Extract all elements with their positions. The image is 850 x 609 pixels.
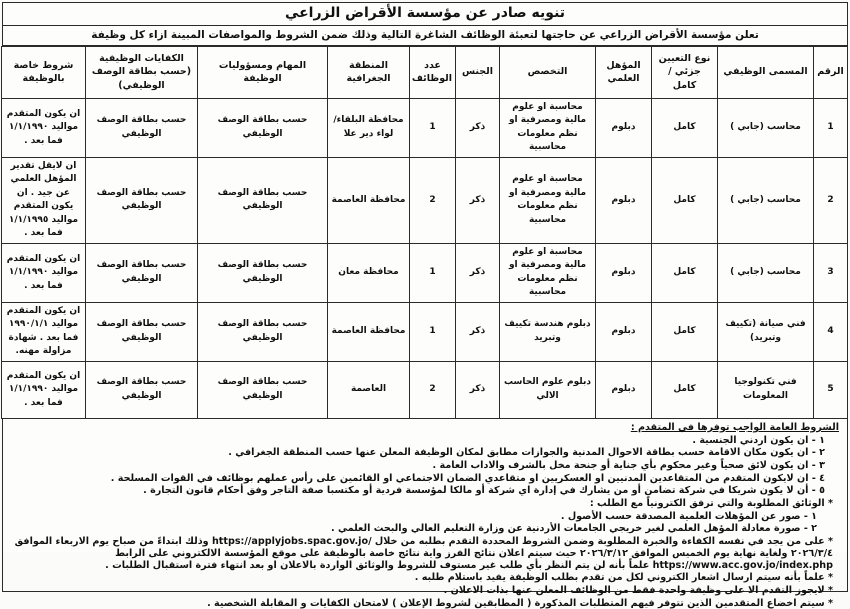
- column-header-region: المنطقة الجغرافية: [328, 46, 410, 98]
- cell-gender: ذكر: [456, 157, 500, 243]
- footer-line: ٢ - ان يكون مكان الاقامة حسب بطاقة الاحوال المدنية والجوازات مطابق لمكان الوظيفة المعلن عنها حسب المنطقة الجغرافي .: [228, 447, 825, 459]
- cell-appointment-type: كامل: [652, 157, 718, 243]
- footer-line-application-period: * على من يجد في نفسه الكفاءة والخبرة المطلوبة وضمن الشروط المحددة التقدم بطلبه من خلال /https://applyjobs.spac.gov.jo وذلك ابتداءً من صباح يوم الاربعاء الموافق ٢٠٢٦/٣/٤ ولغاية نهاية يوم الخميس الموافق ٢٠٢٦/٣/١٢ حيث سيتم اعلان نتائج الفرز واية نتائج خاصة بالوظيفة على موقع المؤسسة الالكتروني على الرابط https://www.acc.gov.jo/index.php علماً بأنه لن يتم النظر بأي طلب غير مستوف للشروط والوثائق الواردة بالاعلان او بعد انتهاء فترة استقبال الطلبات .: [14, 536, 833, 571]
- table-row: [2, 302, 848, 361]
- cell-specialization: محاسبة او علوم مالية ومصرفية او نظم معلومات محاسبية: [500, 157, 596, 243]
- cell-qualification: دبلوم: [596, 243, 652, 302]
- table-row: [2, 157, 848, 243]
- cell-positions-count: 2: [410, 361, 456, 418]
- cell-number: 4: [814, 302, 848, 361]
- cell-special-conditions: ان يكون المتقدم مواليد ١/١/١٩٩٠ فما بعد .: [2, 361, 86, 418]
- cell-specialization: دبلوم علوم الحاسب الالي: [500, 361, 596, 418]
- cell-qualification: دبلوم: [596, 98, 652, 157]
- column-header-qualification: المؤهل العلمي: [596, 46, 652, 98]
- cell-special-conditions: ان يكون المتقدم مواليد ١/١/١٩٩٠ فما بعد .: [2, 243, 86, 302]
- cell-number: 5: [814, 361, 848, 418]
- table-row: [2, 98, 848, 157]
- column-header-special-conditions: شروط خاصة بالوظيفة: [2, 46, 86, 98]
- cell-appointment-type: كامل: [652, 243, 718, 302]
- cell-specialization: محاسبة او علوم مالية ومصرفية او نظم معلومات محاسبية: [500, 243, 596, 302]
- table-header-row: [2, 46, 848, 98]
- cell-number: 2: [814, 157, 848, 243]
- cell-special-conditions: ان يكون المتقدم مواليد ١٩٩٠/١/١ فما بعد . شهادة مزاولة مهنه.: [2, 302, 86, 361]
- cell-positions-count: 1: [410, 302, 456, 361]
- cell-qualification: دبلوم: [596, 157, 652, 243]
- cell-duties: حسب بطاقة الوصف الوظيفي: [198, 302, 328, 361]
- general-conditions-heading: الشروط العامة الواجب توفرها في المتقدم :: [630, 421, 839, 433]
- cell-competencies: حسب بطاقة الوصف الوظيفي: [86, 302, 198, 361]
- cell-appointment-type: كامل: [652, 361, 718, 418]
- cell-appointment-type: كامل: [652, 302, 718, 361]
- column-header-gender: الجنس: [456, 46, 500, 98]
- cell-gender: ذكر: [456, 98, 500, 157]
- cell-qualification: دبلوم: [596, 361, 652, 418]
- cell-job-title: فني تكنولوجيا المعلومات: [718, 361, 814, 418]
- cell-positions-count: 1: [410, 98, 456, 157]
- cell-region: محافظة العاصمة: [328, 157, 410, 243]
- page-title: تنويه صادر عن مؤسسة الأقراض الزراعي: [2, 2, 848, 26]
- column-header-job-title: المسمى الوظيفي: [718, 46, 814, 98]
- cell-gender: ذكر: [456, 243, 500, 302]
- column-header-positions-count: عدد الوظائف: [410, 46, 456, 98]
- cell-competencies: حسب بطاقة الوصف الوظيفي: [86, 157, 198, 243]
- column-header-competencies: الكفايات الوظيفية (حسب بطاقة الوصف الوظيفي): [86, 46, 198, 98]
- cell-duties: حسب بطاقة الوصف الوظيفي: [198, 243, 328, 302]
- footer-line: ٥ - أن لا يكون شريكا في شركة تضامن أو من يشارك في إدارة اي شركة أو مالكا لمؤسسة فردية أو مكتسبا صفة التاجر وفق أحكام قانون التجارة .: [143, 485, 825, 497]
- footer-line: ٢ - صورة معادلة المؤهل العلمي لغير خريجي الجامعات الأردنية عن وزارة التعليم العالي والبحث العلمي .: [331, 523, 817, 535]
- vacancies-table: [1, 46, 848, 419]
- cell-job-title: محاسب (جابي ): [718, 157, 814, 243]
- footer-line: * علماً بأنه سيتم ارسال اشعار الكتروني لكل من تقدم بطلب الوظيفة يفيد باستلام طلبه .: [414, 572, 833, 584]
- cell-specialization: دبلوم هندسة تكييف وتبريد: [500, 302, 596, 361]
- cell-region: محافظة البلقاء/ لواء دير علا: [328, 98, 410, 157]
- cell-competencies: حسب بطاقة الوصف الوظيفي: [86, 243, 198, 302]
- cell-gender: ذكر: [456, 302, 500, 361]
- cell-competencies: حسب بطاقة الوصف الوظيفي: [86, 98, 198, 157]
- cell-job-title: محاسب (جابي ): [718, 98, 814, 157]
- cell-appointment-type: كامل: [652, 98, 718, 157]
- cell-positions-count: 1: [410, 243, 456, 302]
- cell-job-title: محاسب (جابي ): [718, 243, 814, 302]
- cell-region: محافظة معان: [328, 243, 410, 302]
- cell-duties: حسب بطاقة الوصف الوظيفي: [198, 157, 328, 243]
- cell-special-conditions: ان يكون المتقدم مواليد ١/١/١٩٩٠ فما بعد .: [2, 98, 86, 157]
- cell-competencies: حسب بطاقة الوصف الوظيفي: [86, 361, 198, 418]
- cell-special-conditions: ان لايقل تقدير المؤهل العلمي عن جيد . ان يكون المتقدم مواليد ١/١/١٩٩٥ فما بعد .: [2, 157, 86, 243]
- cell-positions-count: 2: [410, 157, 456, 243]
- cell-gender: ذكر: [456, 361, 500, 418]
- column-header-specialization: التخصص: [500, 46, 596, 98]
- cell-job-title: فني صيانة (تكييف وتبريد): [718, 302, 814, 361]
- page-subtitle: تعلن مؤسسة الأقراض الزراعي عن حاجتها لتعبئة الوظائف الشاغرة التالية وذلك ضمن الشروط والمواصفات المبينة ازاء كل وظيفة: [2, 26, 848, 46]
- cell-region: العاصمة: [328, 361, 410, 418]
- cell-duties: حسب بطاقة الوصف الوظيفي: [198, 361, 328, 418]
- footer-line: ١ - ان يكون اردني الجنسية .: [692, 434, 825, 446]
- footer-line: * لايجوز التقدم الا على وظيفة واحدة فقط من الوظائف المعلن عنها بذات الاعلان .: [443, 584, 833, 596]
- cell-region: محافظة العاصمة: [328, 302, 410, 361]
- announcement-document: [2, 2, 848, 609]
- cell-specialization: محاسبة او علوم مالية ومصرفية او نظم معلومات محاسبية: [500, 98, 596, 157]
- column-header-duties: المهام ومسؤوليات الوظيفة: [198, 46, 328, 98]
- table-row: [2, 243, 848, 302]
- cell-number: 1: [814, 98, 848, 157]
- footer-line: ٣ - ان يكون لائق صحياً وغير محكوم بأي جناية أو جنحة مخل بالشرف والاداب العامة .: [432, 459, 825, 471]
- table-row: [2, 361, 848, 418]
- cell-qualification: دبلوم: [596, 302, 652, 361]
- column-header-number: الرقم: [814, 46, 848, 98]
- cell-duties: حسب بطاقة الوصف الوظيفي: [198, 98, 328, 157]
- column-header-appointment-type: نوع التعيين جزئي / كامل: [652, 46, 718, 98]
- general-conditions-section: [2, 419, 848, 609]
- footer-line: * الوثائق المطلوبة والتي ترفق الكترونياً مع الطلب :: [589, 498, 833, 510]
- footer-line: ٤ - ان لايكون المتقدم من المتقاعدين المدنيين او العسكريين او متقاعدي الضمان الاجتماعي او القائمين على رأس عملهم بوظائف في القوات المسلحة .: [110, 472, 825, 484]
- cell-number: 3: [814, 243, 848, 302]
- footer-line: ١ - صور عن المؤهلات العلمية المصدقة حسب الأصول .: [560, 510, 817, 522]
- footer-line: * سيتم اخضاع المتقدمين الذين تتوفر فيهم المتطلبات المذكورة ( المطابقين لشروط الإعلان ) لامتحان الكفايات و المقابلة الشخصية .: [207, 597, 833, 609]
